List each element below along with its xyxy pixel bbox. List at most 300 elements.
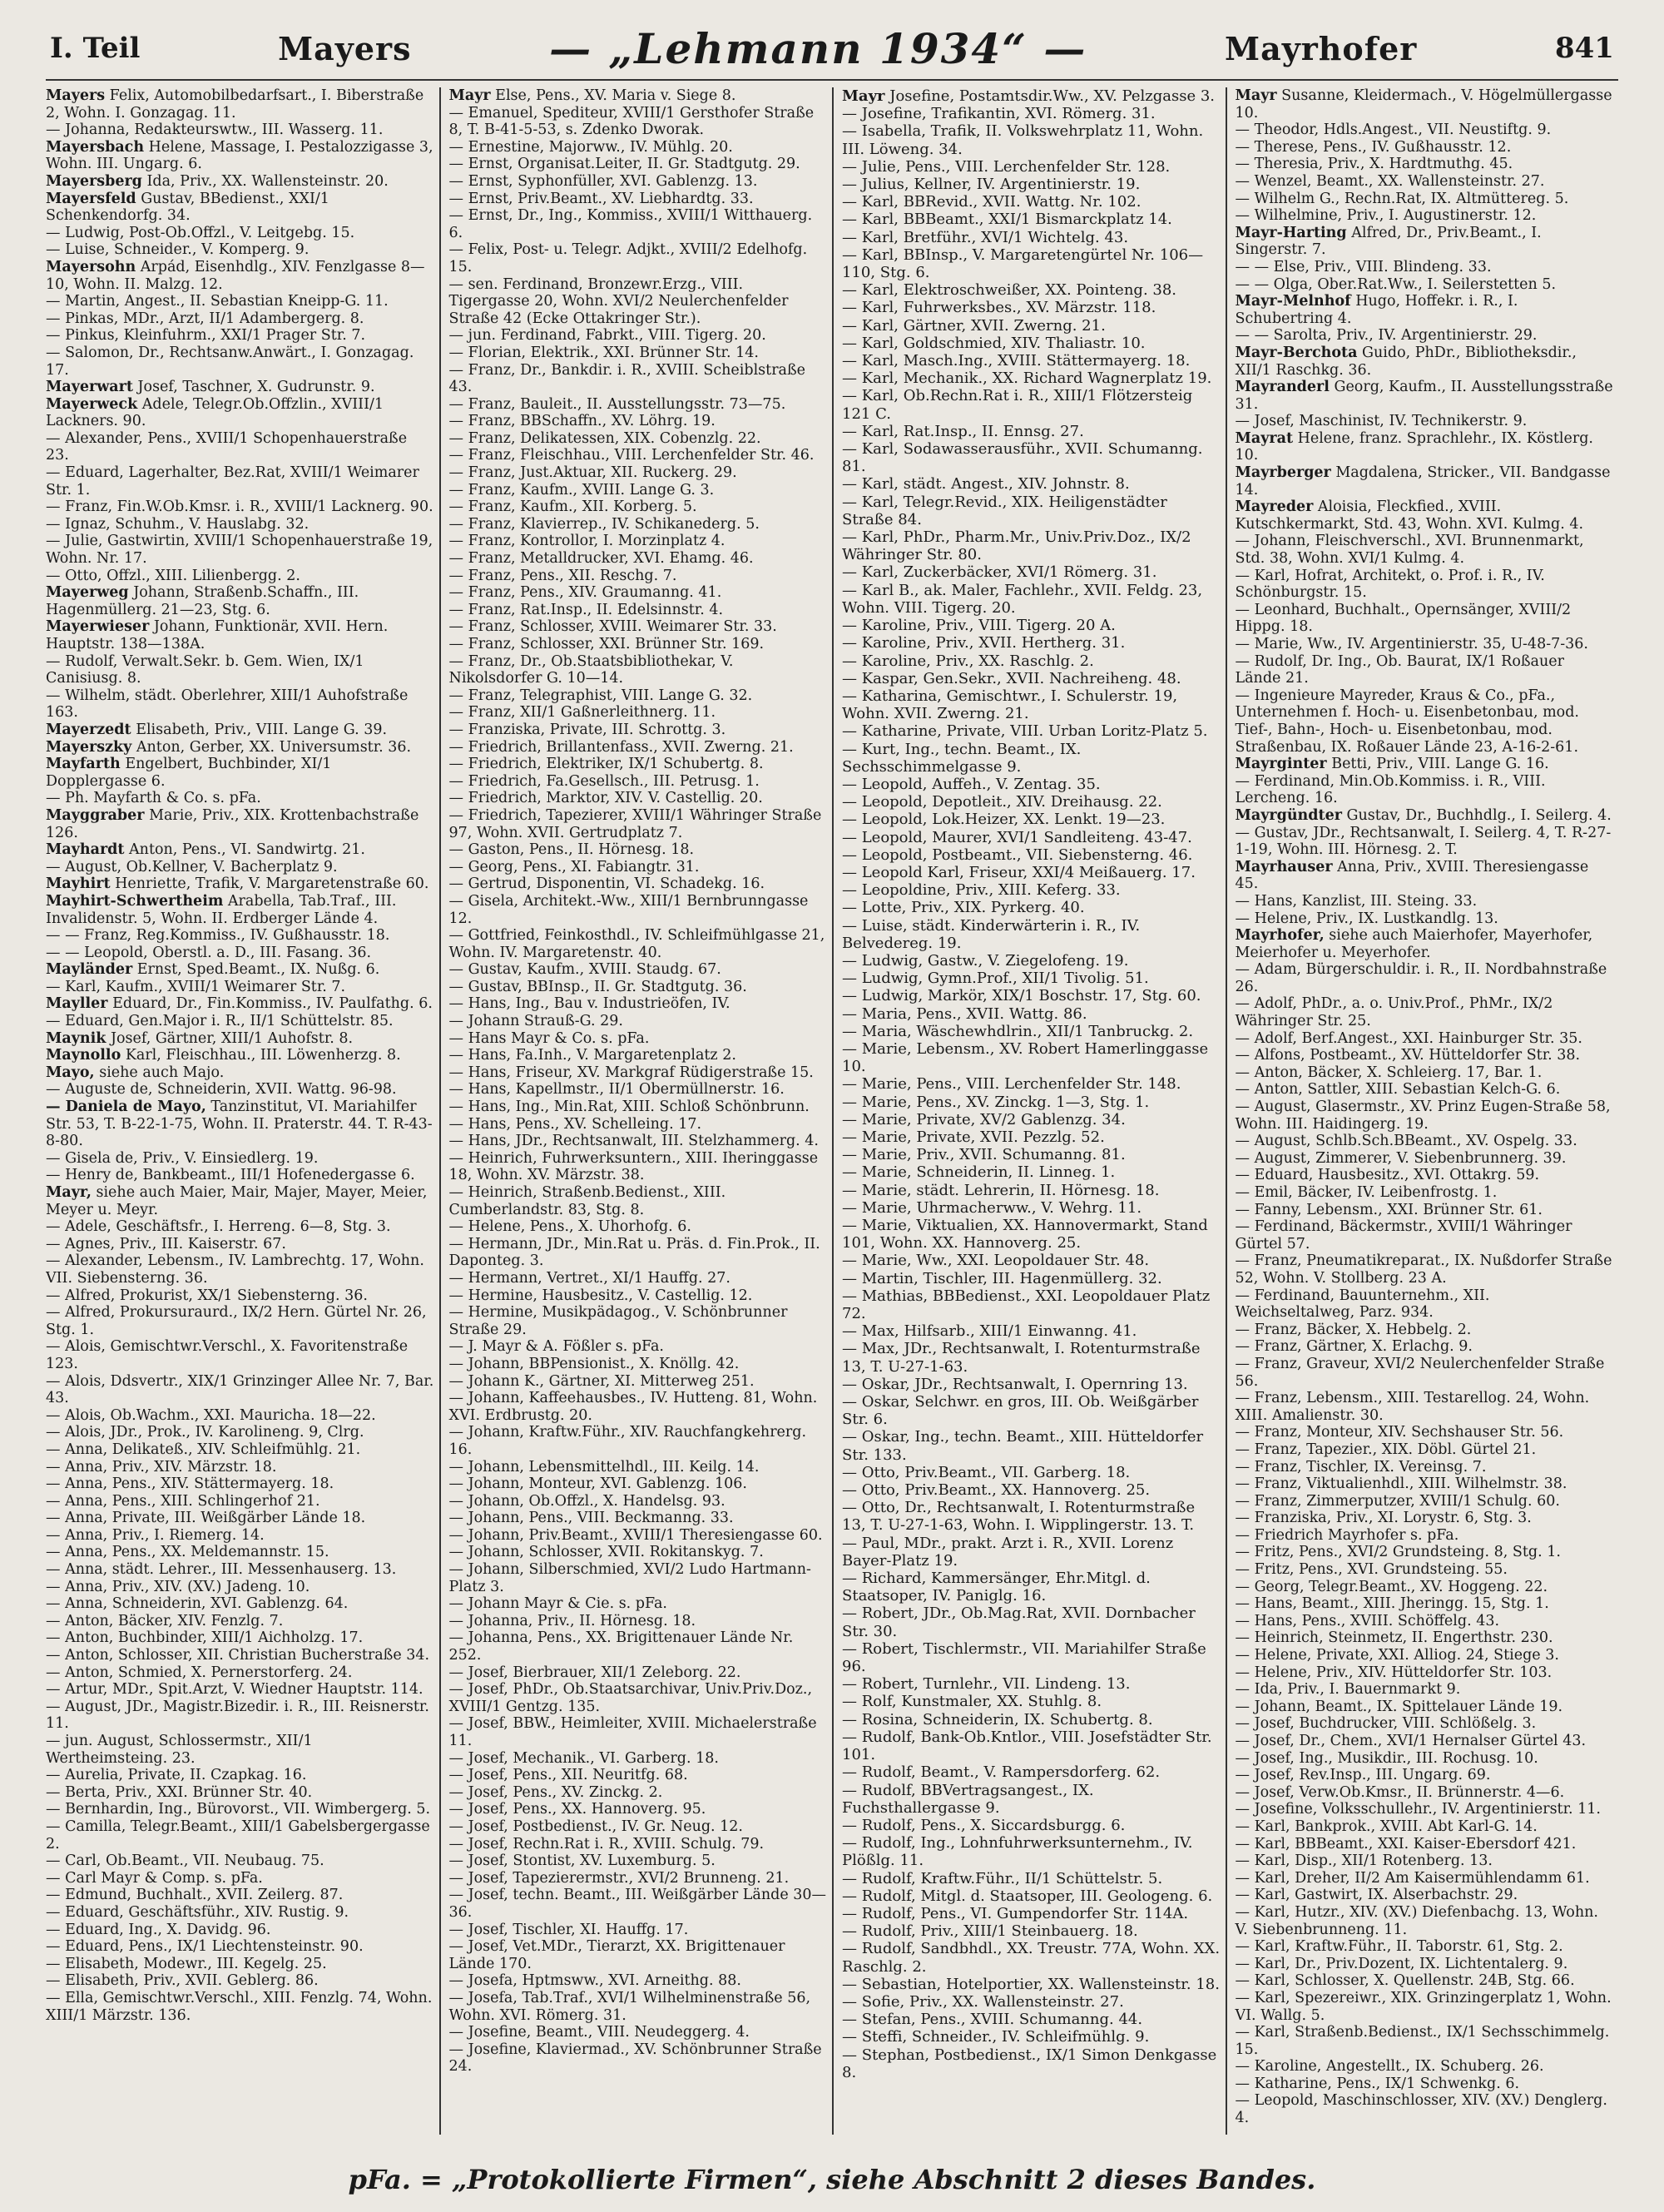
entry-text: — Leonhard, Buchhalt., Opernsänger, XVIII/2 Hippg. 18. [1235, 601, 1572, 636]
entry-text: — — Franz, Reg.Kommiss., IV. Gußhausstr. 18. [46, 927, 390, 945]
entry-text: — Stefan, Pens., XVIII. Schumanng. 44. [842, 2011, 1143, 2029]
directory-entry [1236, 1836, 1614, 1853]
entry-text: — — Sarolta, Priv., IV. Argentinierstr. 29. [1235, 327, 1538, 345]
directory-entry [842, 1763, 1221, 1781]
entry-text: — Anna, Priv., I. Riemerg. 14. [46, 1526, 265, 1544]
directory-entry [449, 1356, 828, 1373]
entry-text: — Anton, Sattler, XIII. Sebastian Kelch-G. 6. [1235, 1081, 1561, 1099]
entry-text: — Franz, Kontrollor, I. Morzinplatz 4. [448, 533, 726, 550]
directory-entry [1236, 173, 1614, 191]
entry-text: — Georg, Pens., XI. Fabiangtr. 31. [448, 858, 700, 875]
entry-text: — Josefa, Hptmsww., XVI. Arneithg. 88. [448, 1972, 741, 1990]
entry-text: Adele, Telegr.Ob.Offzlin., XVIII/1 Lackners. 90. [46, 395, 384, 430]
directory-entry [842, 1993, 1221, 2011]
directory-entry [46, 122, 434, 139]
directory-entry [449, 327, 828, 345]
directory-entry [449, 995, 828, 1013]
entry-text: — Oskar, Ing., techn. Beamt., XIII. Hütteldorfer Str. 133. [842, 1428, 1204, 1464]
entry-text: — August, Glasermstr., XV. Prinz Eugen-Straße 58, Wohn. III. Haidingerg. 19. [1235, 1099, 1611, 1133]
entry-text: — Franz, Telegraphist, VIII. Lange G. 32. [448, 687, 753, 704]
directory-entry [1236, 1493, 1614, 1510]
directory-entry [842, 776, 1221, 793]
entry-text: — Rudolf, Ing., Lohnfuhrwerksunternehm., IV. Plößlg. 11. [842, 1834, 1193, 1870]
entry-text: — Anna, Delikateß., XIV. Schleifmühlg. 21. [46, 1441, 361, 1458]
entry-text: — — Olga, Ober.Rat.Ww., I. Seilerstetten 5. [1235, 275, 1557, 293]
entry-text: — Franz, BBSchaffn., XV. Löhrg. 19. [448, 413, 716, 430]
entry-text: Betti, Priv., VIII. Lange G. 16. [1326, 756, 1549, 773]
directory-entry [449, 1990, 828, 2024]
directory-entry [842, 1481, 1221, 1499]
directory-entry [46, 1870, 434, 1887]
entry-text: — Franz, Kaufm., XVIII. Lange G. 3. [448, 481, 715, 498]
directory-entry [842, 176, 1221, 193]
entry-text: — Fanny, Lebensm., XXI. Brünner Str. 61. [1235, 1201, 1543, 1218]
entry-text: — Sebastian, Hotelportier, XX. Wallensteinstr. 18. [842, 1975, 1220, 1993]
entry-text: Magdalena, Stricker., VII. Bandgasse 14. [1235, 464, 1611, 498]
directory-entry [46, 464, 434, 498]
entry-text: — Anna, städt. Lehrer., III. Messenhauserg. 13. [46, 1561, 397, 1579]
entry-text: Alfred, Dr., Priv.Beamt., I. Singerstr. 7. [1235, 224, 1542, 259]
entry-text: Josefine, Postamtsdir.Ww., XV. Pelzgasse 3. [884, 87, 1215, 105]
entry-text: — Rudolf, Priv., XIII/1 Steinbauerg. 18. [842, 1922, 1138, 1941]
entry-text: — Heinrich, Steinmetz, II. Engerthstr. 230. [1235, 1629, 1553, 1647]
directory-entry [46, 1956, 434, 1973]
entry-text: — Max, JDr., Rechtsanwalt, I. Rotenturmstraße 13, T. U-27-1-63. [842, 1340, 1201, 1376]
directory-entry [449, 1715, 828, 1749]
directory-entry [449, 1613, 828, 1630]
directory-entry [1236, 1938, 1614, 1956]
directory-entry [449, 859, 828, 876]
entry-text: — — Else, Priv., VIII. Blindeng. 33. [1235, 258, 1492, 275]
entry-text: — Friedrich, Tapezierer, XVIII/1 Währinger Straße 97, Wohn. XVII. Gertrudplatz 7. [448, 806, 822, 841]
entry-text: siehe auch Maier, Mair, Majer, Mayer, Meier, Meyer u. Meyr. [46, 1184, 428, 1218]
entry-text: Hugo, Hoffekr. i. R., I. Schubertring 4. [1235, 293, 1518, 327]
entry-text: — Josef, Vet.MDr., Tierarzt, XX. Brigittenauer Lände 170. [448, 1938, 785, 1972]
directory-entry [449, 1287, 828, 1305]
entry-text: — Karl, Disp., XII/1 Rotenberg. 13. [1235, 1852, 1493, 1870]
entry-text: — Josef, Rechn.Rat i. R., XVIII. Schulg. 79. [448, 1835, 765, 1852]
entry-text: — Ph. Mayfarth & Co. s. pFa. [46, 790, 261, 807]
directory-entry [46, 516, 434, 533]
entry-text: — Otto, Priv.Beamt., VII. Garberg. 18. [842, 1463, 1131, 1481]
entry-headword: Mayr-Berchota [1235, 344, 1358, 361]
directory-entry [1236, 1595, 1614, 1613]
entry-text: — Franz, Just.Aktuar, XII. Ruckerg. 29. [448, 464, 737, 482]
directory-entry [449, 191, 828, 208]
directory-entry [842, 1199, 1221, 1217]
directory-entry [1236, 995, 1614, 1029]
directory-entry [46, 1818, 434, 1852]
entry-text: — Franz, Schlosser, XXI. Brünner Str. 169. [448, 636, 765, 652]
directory-entry [1236, 1356, 1614, 1390]
directory-entry [842, 864, 1221, 881]
entry-text: — Karl, Kaufm., XVIII/1 Weimarer Str. 7. [46, 978, 346, 995]
directory-entry [449, 773, 828, 791]
entry-text: — Leopold, Depotleit., XIV. Dreihausg. 22. [842, 793, 1162, 811]
directory-entry [449, 1081, 828, 1099]
directory-entry [1236, 1424, 1614, 1441]
entry-text: Ida, Priv., XX. Wallensteinstr. 20. [141, 172, 389, 190]
directory-entry [449, 2024, 828, 2041]
entry-text: — Franz, Bauleit., II. Ausstellungsstr. 73—75. [448, 395, 786, 413]
directory-entry [46, 327, 434, 345]
entry-text: — Emil, Bäcker, IV. Leibenfrostg. 1. [1235, 1184, 1498, 1201]
entry-text: — Ludwig, Markör, XIX/1 Boschstr. 17, Stg. 60. [842, 987, 1201, 1005]
entry-text: — Ernst, Organisat.Leiter, II. Gr. Stadtgutg. 29. [448, 156, 800, 173]
directory-entry [449, 173, 828, 191]
directory-entry [449, 1270, 828, 1287]
directory-entry [1236, 498, 1614, 533]
directory-entry [1236, 122, 1614, 139]
directory-entry [1236, 207, 1614, 225]
entry-text: Marie, Priv., XIX. Krottenbachstraße 126. [46, 806, 419, 841]
entry-text: — Franz, Pens., XIV. Graumanng. 41. [448, 584, 722, 602]
directory-entry [1236, 1784, 1614, 1802]
entry-text: — Karl, Hutzr., XIV. (XV.) Diefenbachg. 13, Wohn. V. Siebenbrunneng. 11. [1235, 1903, 1598, 1938]
entry-text: — Rudolf, Beamt., V. Rampersdorferg. 62. [842, 1763, 1161, 1782]
entry-text: — Josef, BBW., Heimleiter, XVIII. Michaelerstraße 11. [448, 1715, 817, 1749]
directory-entry [449, 1236, 828, 1270]
directory-entry [842, 423, 1221, 440]
directory-entry [46, 1047, 434, 1064]
entry-text: — Karl B., ak. Maler, Fachlehr., XVII. Feldg. 23, Wohn. VIII. Tigerg. 20. [842, 581, 1203, 617]
directory-entry [449, 618, 828, 636]
entry-headword: Mayr, [46, 1184, 92, 1201]
directory-entry [842, 1817, 1221, 1834]
directory-entry [449, 1972, 828, 1990]
entry-headword: Mayers [46, 87, 106, 104]
entry-text: — Adele, Geschäftsfr., I. Herreng. 6—8, Stg. 3. [46, 1218, 391, 1236]
entry-text: — Alois, Gemischtwr.Verschl., X. Favoritenstraße 123. [46, 1338, 409, 1372]
entry-text: — Karl, Dr., Priv.Dozent, IX. Lichtentalerg. 9. [1235, 1955, 1568, 1972]
directory-entry [449, 1527, 828, 1545]
directory-entry [449, 2041, 828, 2076]
entry-text: Josef, Taschner, X. Gudrunstr. 9. [132, 379, 375, 396]
entry-text: — Josef, Buchdrucker, VIII. Schlößelg. 3. [1235, 1715, 1537, 1733]
entry-text: — Fritz, Pens., XVI. Grundsteing. 55. [1235, 1561, 1508, 1579]
entry-text: Aloisia, Fleckfied., XVIII. Kutschkermarkt, Std. 43, Wohn. XVI. Kulmg. 4. [1235, 498, 1584, 533]
directory-entry [842, 211, 1221, 228]
directory-entry [1236, 464, 1614, 498]
directory-entry [46, 1493, 434, 1510]
entry-text: — Franz, Pneumatikreparat., IX. Nußdorfer Straße 52, Wohn. V. Stollberg. 23 A. [1235, 1252, 1612, 1287]
directory-entry [842, 741, 1221, 776]
entry-text: Felix, Automobilbedarfsart., I. Biberstraße 2, Wohn. I. Gonzagag. 11. [46, 87, 424, 122]
entry-text: — Marie, Schneiderin, II. Linneg. 1. [842, 1163, 1116, 1182]
entry-text: — Karoline, Priv., XVII. Hertherg. 31. [842, 634, 1126, 652]
directory-entry [449, 636, 828, 653]
directory-entry [842, 352, 1221, 369]
directory-entry [1236, 1904, 1614, 1938]
entry-text: — Josef, Pens., XV. Zinckg. 2. [448, 1783, 663, 1801]
directory-entry [449, 927, 828, 961]
directory-entry [449, 687, 828, 705]
directory-entry [842, 1182, 1221, 1199]
directory-entry [46, 379, 434, 396]
entry-text: — Johann, Kraftw.Führ., XIV. Rauchfangkehrerg. 16. [448, 1424, 807, 1458]
directory-entry [46, 807, 434, 841]
directory-entry [842, 1922, 1221, 1940]
entry-headword: Mayr [448, 87, 491, 104]
entry-text: — Leopold, Postbeamt., VII. Siebensterng. 46. [842, 846, 1193, 864]
entry-text: — Gaston, Pens., II. Hörnesg. 18. [448, 841, 695, 859]
entry-text: — Maria, Wäschewhdlrin., XII/1 Tanbruckg. 2. [842, 1022, 1194, 1040]
entry-text: — Karl, BBBeamt., XXI/1 Bismarckplatz 14. [842, 211, 1172, 229]
directory-entry [1236, 1887, 1614, 1904]
directory-entry [449, 396, 828, 414]
entry-text: — Franz, Kaufm., XII. Korberg. 5. [448, 498, 697, 516]
entry-text: — Martin, Angest., II. Sebastian Kneipp-G. 11. [46, 293, 389, 310]
entry-text: Engelbert, Buchbinder, XI/1 Dopplergasse 6. [46, 756, 332, 790]
directory-entry [449, 722, 828, 739]
directory-entry [46, 1938, 434, 1956]
directory-entry [449, 550, 828, 568]
directory-entry [1236, 1218, 1614, 1252]
entry-text: — Karl, Gastwirt, IX. Alserbachstr. 29. [1235, 1887, 1518, 1904]
entry-text: — Josef, Tapezierermstr., XVI/2 Brunneng. 21. [448, 1869, 790, 1887]
directory-entry [46, 1801, 434, 1818]
entry-headword: Mayersohn [46, 258, 136, 275]
entry-text: — Johann, Pens., VIII. Beckmanng. 33. [448, 1510, 734, 1527]
directory-entry [1236, 1818, 1614, 1836]
directory-entry [842, 1976, 1221, 1993]
entry-text: — Karl, Fuhrwerksbes., XV. Märzstr. 118. [842, 299, 1156, 317]
directory-entry [842, 1128, 1221, 1146]
directory-entry [449, 1218, 828, 1236]
directory-entry [449, 602, 828, 619]
entry-headword: Mayr [1235, 87, 1277, 104]
entry-text: — Anna, Pens., XIV. Stättermayerg. 18. [46, 1475, 334, 1493]
directory-entry [1236, 568, 1614, 602]
directory-entry [1236, 927, 1614, 961]
directory-entry [1236, 1133, 1614, 1150]
entry-text: — Gisela de, Priv., V. Einsiedlerg. 19. [46, 1149, 319, 1167]
directory-entry [1236, 910, 1614, 928]
entry-text: — Friedrich, Fa.Gesellsch., III. Petrusg. 1. [448, 772, 760, 790]
directory-entry [46, 1510, 434, 1527]
entry-text: — Karl, BBBeamt., XXI. Kaiser-Ebersdorf 421. [1235, 1835, 1577, 1852]
entry-headword: Mayerweg [46, 584, 129, 602]
directory-entry [46, 1218, 434, 1236]
directory-entry [449, 1767, 828, 1784]
entry-text: — Karl, Kraftw.Führ., II. Taborstr. 61, Stg. 2. [1235, 1938, 1563, 1956]
entry-text: — Franz, Zimmerputzer, XVIII/1 Schulg. 60. [1235, 1492, 1560, 1510]
directory-entry [46, 241, 434, 259]
entry-text: — — Leopold, Oberstl. a. D., III. Fasang. 36. [46, 944, 372, 961]
directory-entry [842, 1287, 1221, 1322]
entry-text: Gustav, Dr., Buchhdlg., I. Seilerg. 4. [1341, 806, 1612, 824]
entry-text: — Karoline, Angestellt., IX. Schuberg. 26. [1235, 2058, 1544, 2076]
directory-entry [1236, 1287, 1614, 1322]
entry-text: — Franz, Bäcker, X. Hebbelg. 2. [1235, 1321, 1472, 1338]
directory-entry [46, 1664, 434, 1682]
entry-text: — Johann, Monteur, XVI. Gablenzg. 106. [448, 1475, 747, 1493]
column-4 [1226, 87, 1619, 2135]
entry-text: Johann, Straßenb.Schaffn., III. Hagenmüllerg. 21—23, Stg. 6. [46, 584, 359, 618]
entry-text: — Franziska, Priv., XI. Lorystr. 6, Stg. 3. [1235, 1510, 1532, 1527]
entry-text: — Anna, Pens., XX. Meldemannstr. 15. [46, 1544, 329, 1561]
entry-text: — jun. August, Schlossermstr., XII/1 Wertheimsteing. 23. [46, 1733, 313, 1767]
entry-text: — Hans, Ing., Min.Rat, XIII. Schloß Schönbrunn. [448, 1099, 810, 1116]
directory-entry [1236, 1322, 1614, 1339]
entry-text: — Rudolf, Kraftw.Führ., II/1 Schüttelstr. 5. [842, 1869, 1163, 1887]
entry-headword: Mayrgündter [1235, 806, 1342, 824]
directory-entry [1236, 87, 1614, 122]
entry-text: — Rudolf, BBVertragsangest., IX. Fuchsthallergasse 9. [842, 1781, 1094, 1817]
entry-text: — Rudolf, Pens., VI. Gumpendorfer Str. 114A. [842, 1904, 1189, 1922]
entry-text: — Leopold, Lok.Heizer, XX. Lenkt. 19—23. [842, 811, 1166, 829]
entry-headword: Mayerszky [46, 738, 132, 756]
entry-text: Georg, Kaufm., II. Ausstellungsstraße 31. [1235, 379, 1613, 413]
entry-text: — Josef, Verw.Ob.Kmsr., II. Brünnerstr. 4—6. [1235, 1783, 1565, 1801]
entry-text: — Eduard, Geschäftsführ., XIV. Rustig. 9. [46, 1903, 349, 1921]
entry-text: — August, Zimmerer, V. Siebenbrunnerg. 39. [1235, 1149, 1567, 1167]
column-1 [46, 87, 439, 2135]
directory-entry [1236, 1390, 1614, 1424]
entry-text: — Johann, Beamt., IX. Spittelauer Lände 19. [1235, 1698, 1563, 1715]
entry-headword: Mayr [842, 87, 885, 105]
entry-text: — Franz, Monteur, XIV. Sechshauser Str. 56. [1235, 1424, 1564, 1441]
entry-text: — Josef, Dr., Chem., XVI/1 Hernalser Gürtel 43. [1235, 1733, 1587, 1749]
entry-headword: Mayländer [46, 961, 133, 979]
entry-text: — Karl, Rat.Insp., II. Ennsg. 27. [842, 422, 1084, 440]
directory-entry [46, 1441, 434, 1459]
directory-entry [46, 995, 434, 1013]
directory-entry [449, 1459, 828, 1476]
entry-headword: Mayersberg [46, 172, 142, 190]
directory-entry [842, 1675, 1221, 1693]
entry-text: — Karl, Ob.Rechn.Rat i. R., XIII/1 Flötzersteig 121 C. [842, 387, 1193, 423]
directory-entry [449, 1475, 828, 1493]
entry-text: Karl, Fleischhau., III. Löwenherzg. 8. [121, 1047, 401, 1064]
entry-headword: Mayrhauser [1235, 858, 1333, 875]
directory-entry [1236, 1579, 1614, 1596]
entry-text: — Emanuel, Spediteur, XVIII/1 Gersthofer Straße 8, T. B-41-5-53, s. Zdenko Dworak. [448, 104, 815, 139]
entry-text: — Rudolf, Dr. Ing., Ob. Baurat, IX/1 Roßauer Lände 21. [1235, 652, 1564, 687]
entry-text: — Hans, Kapellmstr., II/1 Obermüllnerstr. 16. [448, 1081, 785, 1099]
entry-text: — Adolf, PhDr., a. o. Univ.Prof., PhMr., IX/2 Währinger Str. 25. [1235, 995, 1553, 1030]
directory-entry [842, 987, 1221, 1004]
entry-text: — Karl, Bretführ., XVI/1 Wichtelg. 43. [842, 228, 1129, 246]
entry-text: — Artur, MDr., Spit.Arzt, V. Wiedner Hauptstr. 114. [46, 1681, 423, 1699]
entry-text: — Martin, Tischler, III. Hagenmüllerg. 32. [842, 1269, 1162, 1287]
directory-entry [46, 875, 434, 893]
entry-text: — Marie, Viktualien, XX. Hannovermarkt, Stand 101, Wohn. XX. Hannoverg. 25. [842, 1217, 1208, 1252]
directory-entry [46, 191, 434, 225]
directory-entry [842, 440, 1221, 475]
directory-entry [842, 846, 1221, 864]
directory-entry [449, 362, 828, 396]
entry-text: Arabella, Tab.Traf., III. Invalidenstr. 5, Wohn. II. Erdberger Lände 4. [46, 892, 397, 927]
entry-text: — Johanna, Pens., XX. Brigittenauer Lände Nr. 252. [448, 1629, 794, 1664]
entry-text: — Johann, Schlosser, XVII. Rokitanskyg. 7. [448, 1544, 764, 1561]
entry-text: — Josef, Maschinist, IV. Technikerstr. 9. [1235, 413, 1528, 430]
entry-text: — Hermine, Musikpädagog., V. Schönbrunner Straße 29. [448, 1304, 788, 1338]
directory-entry [1236, 139, 1614, 156]
directory-entry [46, 1733, 434, 1767]
directory-entry [46, 1064, 434, 1082]
entry-text: — Mathias, BBBedienst., XXI. Leopoldauer Platz 72. [842, 1287, 1211, 1323]
entry-text: — Karl, Masch.Ing., XVIII. Stättermayerg. 18. [842, 352, 1191, 370]
entry-text: — Hermine, Hausbesitz., V. Castellig. 12. [448, 1287, 753, 1304]
directory-entry [1236, 156, 1614, 173]
directory-entry [1236, 1527, 1614, 1545]
directory-entry [842, 387, 1221, 422]
directory-entry [46, 979, 434, 996]
directory-entry [1236, 259, 1614, 276]
entry-text: — Katharine, Private, VIII. Urban Loritz-Platz 5. [842, 722, 1208, 741]
directory-entry [46, 568, 434, 585]
directory-entry [449, 1801, 828, 1818]
entry-text: — Franz, Fin.W.Ob.Kmsr. i. R., XVIII/1 Lacknerg. 90. [46, 498, 433, 516]
entry-text: — Auguste de, Schneiderin, XVII. Wattg. 96-98. [46, 1081, 397, 1099]
entry-text: — Berta, Priv., XXI. Brünner Str. 40. [46, 1783, 313, 1801]
entry-text: — Julie, Pens., VIII. Lerchenfelder Str. 128. [842, 157, 1171, 176]
directory-entry [449, 1150, 828, 1184]
entry-text: — Josef, PhDr., Ob.Staatsarchivar, Univ.Priv.Doz., XVIII/1 Gentzg. 135. [448, 1681, 813, 1715]
directory-entry [1236, 293, 1614, 327]
directory-entry [842, 1570, 1221, 1604]
directory-entry [1236, 1202, 1614, 1219]
entry-text: — Friedrich Mayrhofer s. pFa. [1235, 1526, 1459, 1544]
entry-headword: Mayerweck [46, 395, 138, 413]
directory-entry [842, 652, 1221, 670]
entry-text: — Karl, Goldschmied, XIV. Thaliastr. 10. [842, 334, 1146, 352]
entry-text: — Anton, Bäcker, X. Schleierg. 17, Bar. 1. [1235, 1064, 1543, 1081]
directory-entry [46, 225, 434, 242]
entry-text: Susanne, Kleidermach., V. Högelmüllergasse 10. [1235, 87, 1612, 122]
directory-entry [842, 1693, 1221, 1710]
directory-entry [842, 528, 1221, 563]
entry-text: — Johann, Fleischverschl., XVI. Brunnenmarkt, Std. 38, Wohn. XVI/1 Kulmg. 4. [1235, 533, 1584, 568]
entry-headword: Mayrhofer, [1235, 927, 1325, 945]
entry-text: — Franz, Lebensm., XIII. Testarellog. 24, Wohn. XIII. Amalienstr. 30. [1235, 1390, 1590, 1424]
entry-text: — Anton, Buchbinder, XIII/1 Aichholzg. 17. [46, 1629, 364, 1647]
directory-entry [449, 1047, 828, 1064]
entry-headword: Mayrat [1235, 429, 1294, 447]
directory-entry [842, 317, 1221, 335]
entry-text: — Rudolf, Mitgl. d. Staatsoper, III. Geologeng. 6. [842, 1887, 1213, 1905]
entry-text: Helene, Massage, I. Pestalozzigasse 3, Wohn. III. Ungarg. 6. [46, 138, 433, 173]
entry-text: — Ida, Priv., I. Bauernmarkt 9. [1235, 1681, 1461, 1699]
directory-entry [1236, 1150, 1614, 1168]
entry-text: — Rosina, Schneiderin, IX. Schubertg. 8. [842, 1710, 1153, 1728]
entry-text: — Felix, Post- u. Telegr. Adjkt., XVIII/2 Edelhofg. 15. [448, 241, 808, 275]
entry-text: — Franz, Rat.Insp., II. Edelsinnstr. 4. [448, 601, 724, 618]
entry-text: — Rudolf, Verwalt.Sekr. b. Gem. Wien, IX/1 Canisiusg. 8. [46, 652, 364, 687]
entry-text: — Hans, Pens., XVIII. Schöffelg. 43. [1235, 1612, 1500, 1629]
directory-entry [1236, 1870, 1614, 1887]
directory-entry [46, 1887, 434, 1904]
directory-entry [46, 653, 434, 687]
entry-text: — jun. Ferdinand, Fabrkt., VIII. Tigerg. 20. [448, 327, 766, 345]
entry-text: — Karoline, Priv., VIII. Tigerg. 20 A. [842, 617, 1116, 635]
entry-text: — Franz, Viktualienhdl., XIII. Wilhelmstr. 38. [1235, 1475, 1567, 1493]
directory-entry [46, 1579, 434, 1596]
entry-text: — Marie, Pens., VIII. Lerchenfelder Str. 148. [842, 1075, 1181, 1094]
directory-entry [449, 1493, 828, 1510]
entry-headword: Mayranderl [1235, 379, 1330, 396]
entry-text: — August, JDr., Magistr.Bizedir. i. R., III. Reisnerstr. 11. [46, 1698, 429, 1733]
entry-text: — Josef, Stontist, XV. Luxemburg. 5. [448, 1852, 716, 1870]
directory-entry [46, 345, 434, 379]
entry-text: — Salomon, Dr., Rechtsanw.Anwärt., I. Gonzagag. 17. [46, 344, 414, 379]
directory-entry [842, 122, 1221, 157]
entry-text: — Josef, Rev.Insp., III. Ungarg. 69. [1235, 1767, 1491, 1784]
entry-text: — Karl, Mechanik., XX. Richard Wagnerplatz 19. [842, 369, 1212, 388]
directory-entry [46, 396, 434, 430]
entry-text: — Marie, Uhrmacherww., V. Wehrg. 11. [842, 1198, 1142, 1217]
